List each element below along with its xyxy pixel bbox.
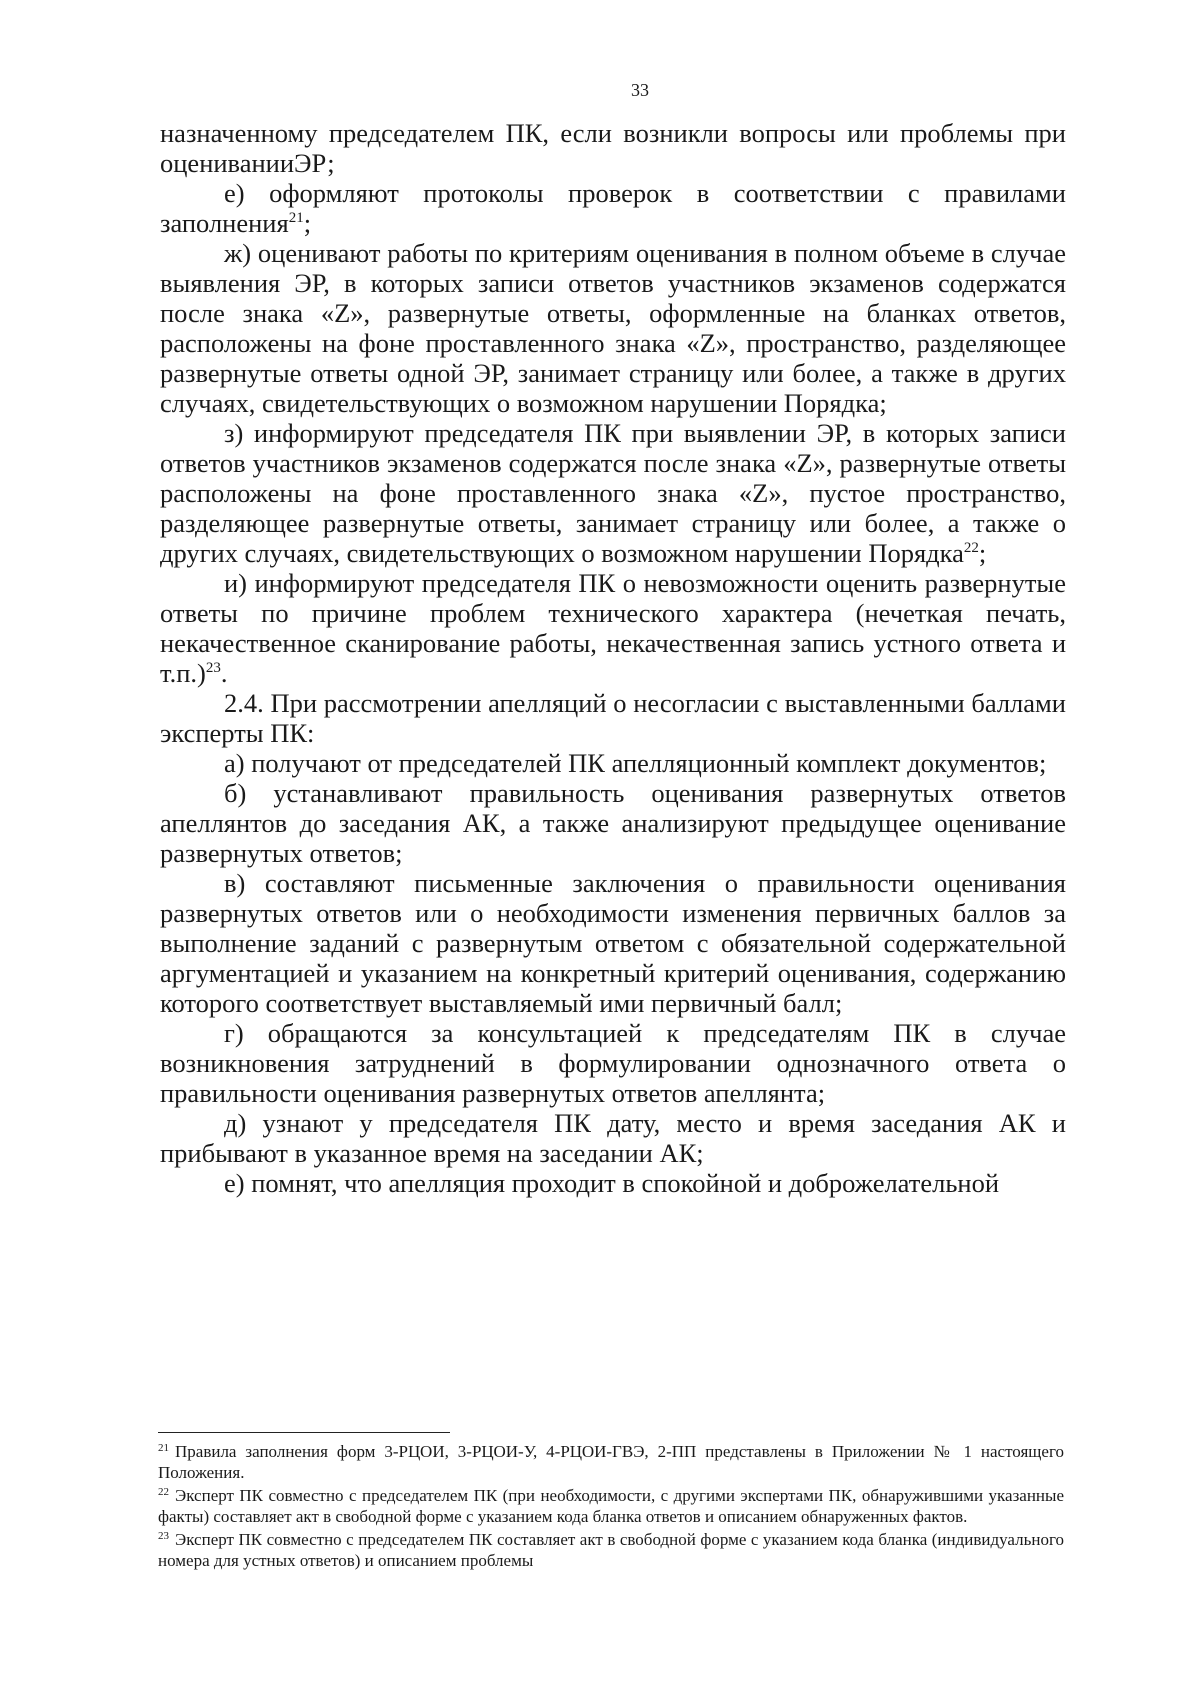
- paragraph-text: е) оформляют протоколы проверок в соответствии с правилами заполнения: [160, 178, 1066, 238]
- paragraph-text: ж) оценивают работы по критериям оценивания в полном объеме в случае выявления ЭР, в которых записи ответов участников экзаменов содержатся после знака «Z», развернутые ответы, оформленные на бланках ответов, расположены на фоне проставленного знака «Z», пространство, разделяющее развернутые ответы одной ЭР, занимает страницу или более, а также в других случаях, свидетельствующих о возможном нарушении Порядка;: [160, 238, 1066, 418]
- footnote-number: 21: [158, 1442, 169, 1454]
- paragraph-text: з) информируют председателя ПК при выявлении ЭР, в которых записи ответов участников экзаменов содержатся после знака «Z», развернутые ответы расположены на фоне проставленного знака «Z», пустое пространство, разделяющее развернутые ответы, занимает страницу или более, а также о других случаях, свидетельствующих о возможном нарушении Порядка: [160, 418, 1066, 568]
- paragraph: [160, 1018, 1066, 1108]
- paragraph-tail: ;: [978, 538, 987, 568]
- footnote-ref: 21: [288, 210, 304, 226]
- page-number: 33: [631, 80, 649, 100]
- paragraph-text: г) обращаются за консультацией к председателям ПК в случае возникновения затруднений в формулировании однозначного ответа о правильности оценивания развернутых ответов апеллянта;: [160, 1018, 1066, 1108]
- footnote: [158, 1529, 1064, 1571]
- footnote: [158, 1485, 1064, 1527]
- paragraph: [160, 568, 1066, 688]
- footnotes: [158, 1441, 1064, 1573]
- paragraph: [160, 868, 1066, 1018]
- footnote-text: Правила заполнения форм 3-РЦОИ, 3-РЦОИ-У, 4-РЦОИ-ГВЭ, 2-ПП представлены в Приложении № 1 настоящего Положения.: [158, 1442, 1064, 1482]
- paragraph-tail: ;: [303, 208, 312, 238]
- paragraph-text: назначенному председателем ПК, если возникли вопросы или проблемы при оцениванииЭР;: [160, 118, 1066, 178]
- footnote-separator: [158, 1432, 450, 1433]
- paragraph: [160, 1168, 1066, 1198]
- section-heading-paragraph: [160, 688, 1066, 748]
- body-text: [160, 118, 1066, 1198]
- footnote-text: Эксперт ПК совместно с председателем ПК (при необходимости, с другими экспертами ПК, обнаружившими указанные факты) составляет акт в свободной форме с указанием кода бланка ответов и описанием обнаруженных фактов.: [158, 1486, 1064, 1526]
- paragraph: [160, 1108, 1066, 1168]
- footnote-number: 23: [158, 1530, 169, 1542]
- footnote: [158, 1441, 1064, 1483]
- footnote-number: 22: [158, 1486, 169, 1498]
- footnote-text: Эксперт ПК совместно с председателем ПК составляет акт в свободной форме с указанием кода бланка (индивидуального номера для устных ответов) и описанием проблемы: [158, 1530, 1064, 1570]
- paragraph-text: и) информируют председателя ПК о невозможности оценить развернутые ответы по причине проблем технического характера (нечеткая печать, некачественное сканирование работы, некачественная запись устного ответа и т.п.): [160, 568, 1066, 688]
- paragraph: [160, 418, 1066, 568]
- footnote-ref: 23: [205, 660, 221, 676]
- paragraph-tail: .: [220, 658, 228, 688]
- paragraph: [160, 748, 1066, 778]
- paragraph-text: а) получают от председателей ПК апелляционный комплект документов;: [224, 748, 1047, 778]
- paragraph: [160, 118, 1066, 178]
- paragraph: [160, 178, 1066, 238]
- paragraph-text: б) устанавливают правильность оценивания развернутых ответов апеллянтов до заседания АК, а также анализируют предыдущее оценивание развернутых ответов;: [160, 778, 1066, 868]
- paragraph-text: в) составляют письменные заключения о правильности оценивания развернутых ответов или о необходимости изменения первичных баллов за выполнение заданий с развернутым ответом с обязательной содержательной аргументацией и указанием на конкретный критерий оценивания, содержанию которого соответствует выставляемый ими первичный балл;: [160, 868, 1066, 1018]
- paragraph: [160, 778, 1066, 868]
- paragraph-text: е) помнят, что апелляция проходит в спокойной и доброжелательной: [224, 1168, 1000, 1198]
- paragraph: [160, 238, 1066, 418]
- paragraph-text: д) узнают у председателя ПК дату, место и время заседания АК и прибывают в указанное время на заседании АК;: [160, 1108, 1066, 1168]
- paragraph-text: 2.4. При рассмотрении апелляций о несогласии с выставленными баллами эксперты ПК:: [160, 688, 1066, 748]
- footnote-ref: 22: [963, 540, 979, 556]
